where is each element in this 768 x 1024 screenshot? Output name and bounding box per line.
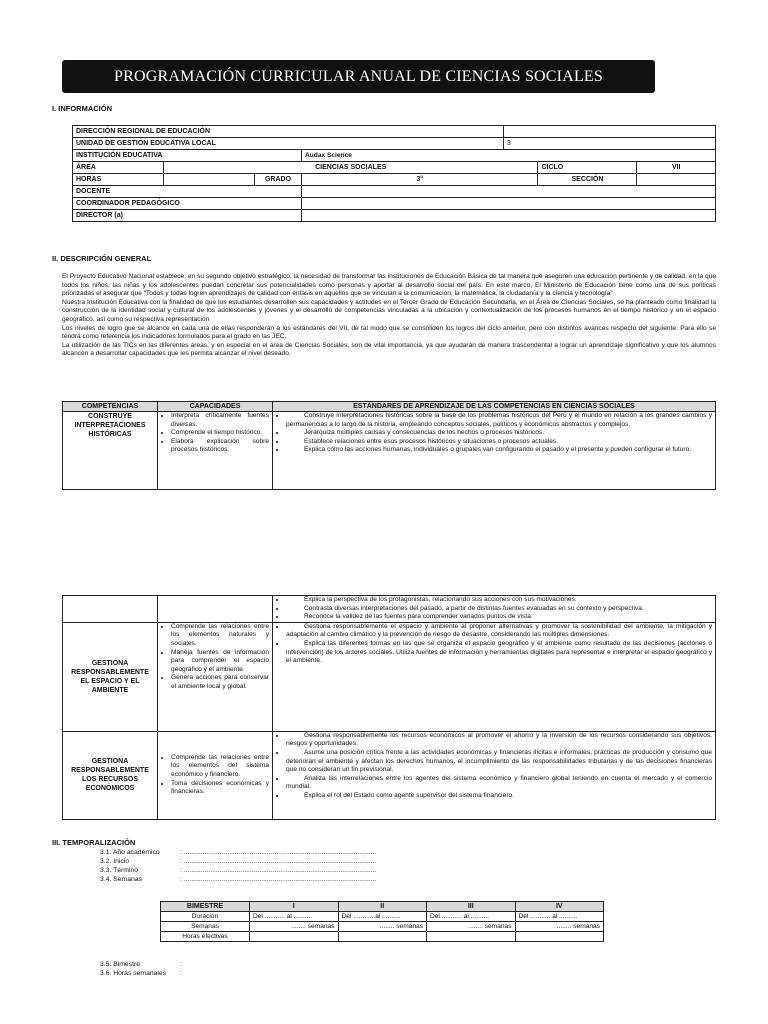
page-title: PROGRAMACIÓN CURRICULAR ANUAL DE CIENCIAS SOCIALES: [62, 60, 655, 93]
bimestre-header: BIMESTRE: [161, 902, 250, 912]
item-label: 3.6. Horas semanales: [100, 970, 167, 977]
seccion-label: SECCIÓN: [538, 174, 637, 186]
item-value: :: [180, 961, 182, 968]
list-item: • Analiza las interrelaciones entre los agentes del sistema económico y financiero global teniendo en cuenta el mercado y el comercio mundial.: [286, 775, 712, 792]
temporalizacion-item: [100, 960, 182, 969]
section-description-heading: II. DESCRIPCIÓN GENERAL: [52, 254, 152, 263]
item-label: 3.5. Bimestre: [100, 961, 141, 968]
table-cell: Del ........... al ..........: [515, 912, 604, 922]
list-item: • Explica el rol del Estado como agente supervisor del sistema financiero.: [286, 792, 712, 801]
estandares-cell: [273, 412, 716, 490]
section-info-heading: I. INFORMACIÓN: [52, 104, 112, 113]
list-item: • Reconoce la validez de las fuentes para comprender variados puntos de vista.: [286, 613, 712, 622]
capacidades-cell: [158, 731, 273, 819]
list-item: • Construye interpretaciones históricas sobre la base de los problemas históricos del Perú y el mundo en relación a los grandes cambios y permanencias a lo largo de la historia, empleando conceptos sociales, políticos y económicos abstractos y complejos.: [286, 412, 712, 429]
ciclo-label: CICLO: [538, 162, 637, 174]
capacidades-cell: [158, 622, 273, 731]
table-cell: [515, 932, 604, 942]
docente-label: DOCENTE: [73, 186, 302, 198]
grado-value: 3°: [302, 174, 538, 186]
list-item: • Contrasta diversas interpretaciones del pasado, a partir de distintas fuentes evaluadas en su contexto y perspectiva.: [286, 605, 712, 614]
bimestre-header: II: [338, 902, 427, 912]
description-paragraph: El Proyecto Educativo Nacional establece, en su segundo objetivo estratégico, la necesidad de transformar las instituciones de Educación Básica de tal manera que aseguren una educación pertinente y de calidad, en la que todos los niños, las niñas y los adolescentes puedan concretar sus potencialidades como personas y aportar al desarrollo social del país. En este marco, El Ministerio de Educación tiene como una de sus políticas priorizadas el asegurar que “Todos y todas logren aprendizajes de calidad con énfasis en aquellos que se vinculan a la comunicación, la matemática, la ciudadanía y la ciencia y tecnología”: [62, 273, 716, 298]
list-item: • Asume una posición crítica frente a las actividades económicas y financieras ilícitas e informales, prácticas de producción y consumo que deterioran el ambiente y afectan los derechos humanos, el incumplimiento de las responsabilidades tributarias y de las decisiones financieras que no consideran un fin previsional.: [286, 749, 712, 775]
item-value: : ......................................................................................................: [180, 849, 377, 856]
list-item: • Gestiona responsablemente el espacio y ambiente al proponer alternativas y promover la sostenibilidad del ambiente, la mitigación y adaptación al cambio climático y la prevención de riesgo de desastre, considerando las múltiples dimensiones.: [286, 623, 712, 640]
competencia-name: CONSTRUYE INTERPRETACIONES HISTÓRICAS: [63, 412, 158, 490]
competencias-table: [62, 401, 716, 490]
temporalizacion-item: [100, 875, 376, 884]
estandares-cell: [273, 622, 716, 731]
dre-value: [503, 126, 715, 138]
estandares-cell: [273, 596, 716, 623]
table-cell: Del ........... al ..........: [338, 912, 427, 922]
list-item: • Explica las diferentes formas en las que se organiza el espacio geográfico y el ambiente como resultado de las decisiones (acciones o intervención) de los actores sociales. Utiliza fuentes de información y herramientas digitales para representar e interpretar el espacio geográfico y el ambiente.: [286, 640, 712, 666]
item-value: : ......................................................................................................: [180, 867, 377, 874]
list-item: • Gestiona responsablemente los recursos económicos al promover el ahorro y la inversión de los recursos considerando sus objetivos, riesgos y oportunidades.: [286, 732, 712, 749]
competencias-table-continued: [62, 595, 716, 820]
list-item: • Explica cómo las acciones humanas, individuales o grupales van configurando el pasado y el presente y pueden configurar el futuro.: [286, 446, 712, 455]
header-competencias: COMPETENCIAS: [63, 402, 158, 412]
header-estandares: ESTÁNDARES DE APRENDIZAJE DE LAS COMPETENCIAS EN CIENCIAS SOCIALES: [273, 402, 716, 412]
competencia-name: GESTIONA RESPONSABLEMENTE LOS RECURSOS ECONÓMICOS: [63, 731, 158, 819]
section-temporalizacion-heading: III. TEMPORALIZACIÓN: [52, 838, 136, 847]
ugel-label: UNIDAD DE GESTIÓN EDUCATIVA LOCAL: [73, 138, 504, 150]
estandares-cell: [273, 731, 716, 819]
grado-label: GRADO: [255, 174, 302, 186]
temporalizacion-item: [100, 969, 182, 978]
info-table: [72, 125, 716, 222]
temporalizacion-item: [100, 866, 376, 875]
list-item: • Elabora explicación sobre procesos históricos.: [171, 438, 269, 455]
table-cell: ........ semanas: [427, 922, 516, 932]
area-label: ÁREA: [73, 162, 164, 174]
dre-label: DIRECCIÓN REGIONAL DE EDUCACIÓN: [73, 126, 504, 138]
item-value: : ......................................................................................................: [180, 876, 377, 883]
ugel-value: 3: [503, 138, 715, 150]
item-label: 3.1. Año académico: [100, 849, 160, 856]
bimestre-header: IV: [515, 902, 604, 912]
horas-value: [164, 174, 255, 186]
description-body: [62, 273, 716, 359]
ie-value: Audax Science: [302, 150, 716, 162]
director-label: DIRECTOR (a): [73, 210, 302, 222]
table-cell: Del ........... al ..........: [427, 912, 516, 922]
temporalizacion-extra: [100, 960, 182, 978]
seccion-value: [637, 174, 716, 186]
empty-cell: [63, 596, 158, 623]
temporalizacion-item: [100, 848, 376, 857]
area-value: CIENCIAS SOCIALES: [164, 162, 538, 174]
docente-value: [302, 186, 716, 198]
empty-cell: [158, 596, 273, 623]
description-paragraph: Nuestra Institución Educativa con la finalidad de que los estudiantes desarrollen sus capacidades y actitudes en el Tercer Grado de Educación Secundaria, en el Área de Ciencias Sociales, se ha planteado como finalidad la construcción de la identidad social y cultural de los adolescentes y jóvenes y el desarrollo de competencias vinculadas a la ubicación y contextualización de los procesos humanos en el tiempo histórico y en el espacio geográfico, así como su respectiva representación: [62, 298, 716, 323]
ie-label: INSTITUCIÓN EDUCATIVA: [73, 150, 302, 162]
description-paragraph: Los niveles de logro que se alcance en cada una de ellas responderán a los estándares del VII, de tal modo que se consoliden los logros del ciclo anterior, pero con distintos avances respecto del siguiente. Para ello se tendrá como referencia los indicadores formulados para el grado en las JEC.: [62, 324, 716, 341]
competencia-name: GESTIONA RESPONSABLEMENTE EL ESPACIO Y EL AMBIENTE: [63, 622, 158, 731]
list-item: • Jerarquiza múltiples causas y consecuencias de los hechos o procesos históricos.: [286, 429, 712, 438]
list-item: • Interpreta críticamente fuentes diversas.: [171, 412, 269, 429]
header-capacidades: CAPACIDADES: [158, 402, 273, 412]
item-label: 3.4. Semanas: [100, 876, 142, 883]
list-item: • Comprende las relaciones entre los elementos del sistema económico y financiero.: [171, 754, 269, 780]
description-paragraph: La utilización de las TICs en las diferentes áreas, y en especial en el área de Ciencias Sociales, son de vital importancia, ya que ayudarán de manera trascendental a lograr un aprendizaje significativo y que los alumnos alcancen a desarrollar capacidades que les permita alcanzar el nivel deseado.: [62, 341, 716, 358]
item-value: :: [180, 970, 182, 977]
capacidades-cell: [158, 412, 273, 490]
list-item: • Comprende las relaciones entre los elementos naturales y sociales.: [171, 623, 269, 649]
temporalizacion-item: [100, 857, 376, 866]
coordinador-label: COORDINADOR PEDAGÓGICO: [73, 198, 302, 210]
list-item: • Genera acciones para conservar el ambiente local y global.: [171, 674, 269, 691]
table-cell: ........ semanas: [250, 922, 339, 932]
item-label: 3.3. Término: [100, 867, 139, 874]
table-cell: [427, 932, 516, 942]
bimestre-header: I: [250, 902, 339, 912]
table-cell: [338, 932, 427, 942]
horas-label: HORAS: [73, 174, 164, 186]
list-item: • Explica la perspectiva de los protagonistas, relacionando sus acciones con sus motivaciones.: [286, 596, 712, 605]
item-value: : ......................................................................................................: [180, 858, 377, 865]
table-cell: Del ........... al ..........: [250, 912, 339, 922]
list-item: • Comprende el tiempo histórico.: [171, 429, 269, 438]
row-label: Semanas: [161, 922, 250, 932]
item-label: 3.2. Inicio: [100, 858, 130, 865]
ciclo-value: VII: [637, 162, 716, 174]
list-item: • Maneja fuentes de información para comprender el espacio geográfico y el ambiente.: [171, 649, 269, 675]
list-item: • Establece relaciones entre esos procesos históricos y situaciones o procesos actuales.: [286, 438, 712, 447]
row-label: Duración: [161, 912, 250, 922]
table-cell: ........ semanas: [515, 922, 604, 932]
director-value: [302, 210, 716, 222]
bimestre-table: [160, 901, 604, 942]
table-cell: ........ semanas: [338, 922, 427, 932]
coordinador-value: [302, 198, 716, 210]
row-label: Horas efectivas: [161, 932, 250, 942]
list-item: • Toma decisiones económicas y financieras.: [171, 780, 269, 797]
temporalizacion-list: [100, 848, 376, 884]
bimestre-header: III: [427, 902, 516, 912]
table-cell: [250, 932, 339, 942]
